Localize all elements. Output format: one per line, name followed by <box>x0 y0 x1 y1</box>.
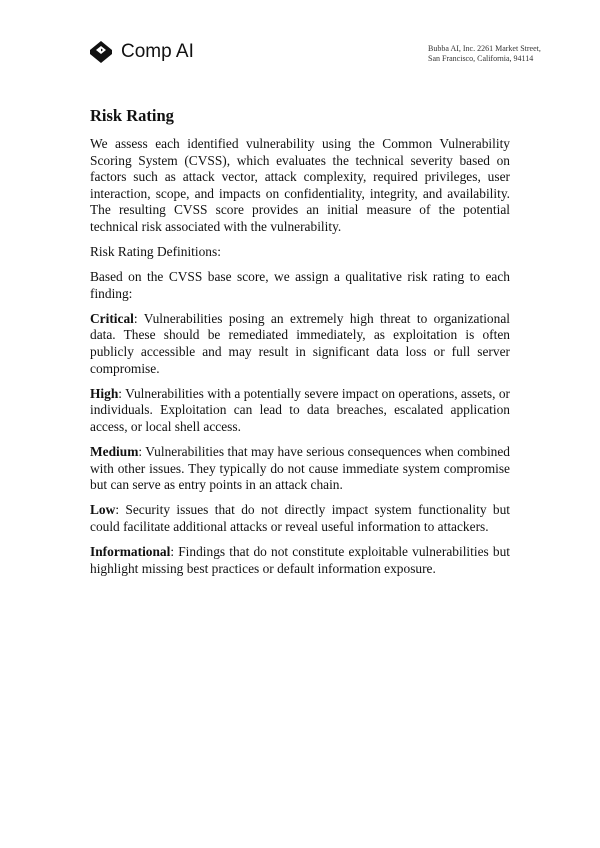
rating-name: High <box>90 385 119 401</box>
rating-description: : Security issues that do not directly impact system functionality but could facilitate additional attacks or reveal useful information to attackers. <box>90 502 510 534</box>
rating-description: : Findings that do not constitute exploitable vulnerabilities but highlight missing best practices or default information exposure. <box>90 543 510 576</box>
rating-high <box>90 386 510 436</box>
company-logo <box>89 40 194 64</box>
intro-paragraph: We assess each identified vulnerability using the Common Vulnerability Scoring System (CVSS), which evaluates the technical severity based on factors such as attack vector, attack complexity, required privileges, user interaction, scope, and impacts on confidentiality, integrity, and availability. The resulting CVSS score provides an initial measure of the potential technical risk associated with the vulnerability. <box>90 136 510 234</box>
rating-description: : Vulnerabilities that may have serious consequences when combined with other issues. They typically do not cause immediate system compromise but can serve as entry points in an attack chain. <box>90 444 510 493</box>
rating-low <box>90 502 510 535</box>
definitions-label: Risk Rating Definitions: <box>90 244 221 260</box>
logo-text: Comp AI <box>121 41 194 62</box>
rating-critical <box>90 311 510 377</box>
definitions-intro: Based on the CVSS base score, we assign a qualitative risk rating to each finding: <box>90 269 510 301</box>
address-line-1: Bubba AI, Inc. 2261 Market Street, <box>428 44 541 53</box>
document-content <box>90 106 510 586</box>
rating-description: : Vulnerabilities with a potentially severe impact on operations, assets, or individuals. Exploitation can lead to data breaches, escalated application access, or local shell access. <box>90 385 510 434</box>
section-title: Risk Rating <box>90 106 174 125</box>
rating-name: Informational <box>90 543 171 559</box>
address-line-2: San Francisco, California, 94114 <box>428 54 534 63</box>
comp-ai-logo-icon <box>89 40 113 64</box>
rating-description: : Vulnerabilities posing an extremely high threat to organizational data. These should be remediated immediately, as exploitation is often publicly accessible and may result in significant data loss or full server compromise. <box>90 310 510 376</box>
rating-medium <box>90 444 510 494</box>
rating-name: Medium <box>90 444 139 459</box>
rating-name: Critical <box>90 310 134 326</box>
rating-informational <box>90 544 510 577</box>
company-address <box>428 44 541 64</box>
rating-name: Low <box>90 502 116 518</box>
